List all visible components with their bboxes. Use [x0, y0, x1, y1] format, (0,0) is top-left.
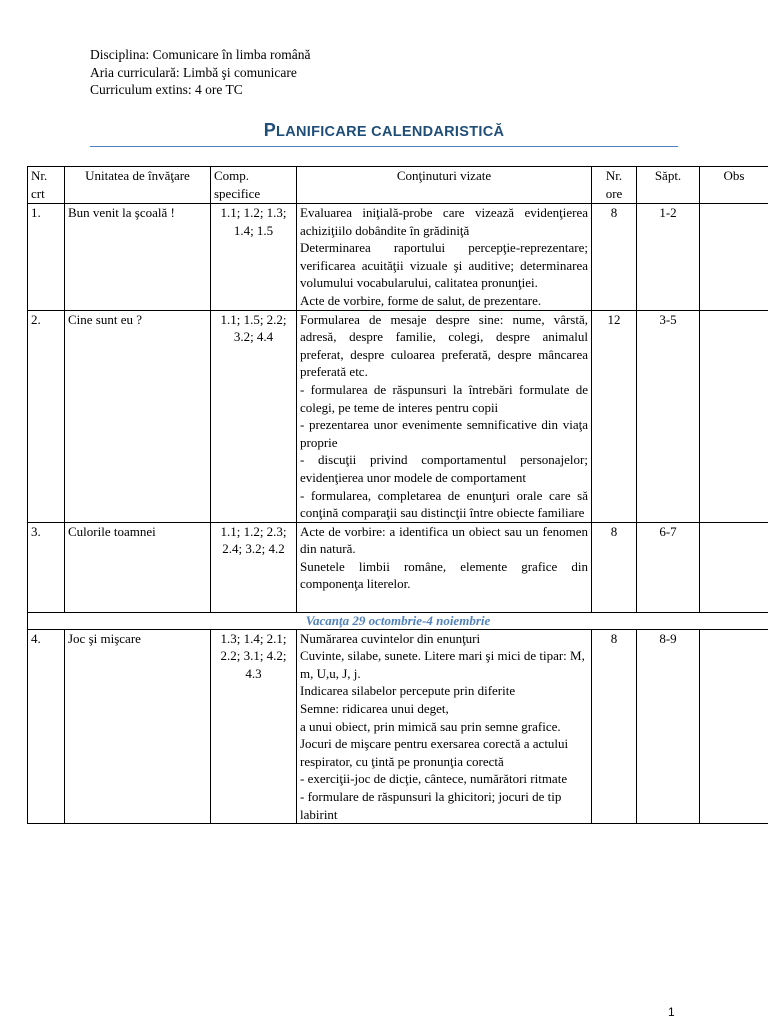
header-unit: Unitatea de învăţare	[65, 167, 211, 204]
vacation-row	[28, 612, 768, 629]
row-week: 3-5	[637, 310, 700, 522]
row-unit: Bun venit la şcoală !	[65, 204, 211, 311]
row-nr: 3.	[28, 522, 65, 612]
document-header	[90, 46, 310, 99]
curricular-area-line: Aria curriculară: Limbă şi comunicare	[90, 64, 297, 80]
row-content: Evaluarea iniţială-probe care vizează evidenţierea achiziţiilo dobândite în grădiniţă Determinarea raportului percepţie-reprezentare; verificarea acuităţii vizuale şi auditive; determinarea volumului vocabularului, calitatea pronunţiei. Acte de vorbire, forme de salut, de prezentare.	[297, 204, 592, 311]
discipline-line: Disciplina: Comunicare în limba română	[90, 47, 311, 62]
row-week: 8-9	[637, 629, 700, 824]
page-number: 1	[668, 1005, 675, 1019]
row-hours: 12	[592, 310, 637, 522]
row-unit: Joc şi mişcare	[65, 629, 211, 824]
row-unit: Cine sunt eu ?	[65, 310, 211, 522]
row-nr: 1.	[28, 204, 65, 311]
table-row	[28, 629, 768, 824]
header-obs: Obs	[700, 167, 768, 204]
row-competences: 1.3; 1.4; 2.1; 2.2; 3.1; 4.2; 4.3	[211, 629, 297, 824]
row-obs	[700, 629, 768, 824]
table-header-row	[28, 167, 768, 204]
row-content: Numărarea cuvintelor din enunţuri Cuvinte, silabe, sunete. Litere mari şi mici de tipar: M, m, U,u, J, j. Indicarea silabelor percepute prin diferite Semne: ridicarea unui deget, a unui obiect, prin mimică sau prin semne grafice. Jocuri de mişcare pentru exersarea corectă a actului respirator, cu ţintă pe pronunţia corectă - exerciţii-joc de dicţie, cântece, numărători ritmate - formulare de răspunsuri la ghicitori; jocuri de tip labirint	[297, 629, 592, 824]
row-competences: 1.1; 1.5; 2.2; 3.2; 4.4	[211, 310, 297, 522]
row-obs	[700, 522, 768, 612]
row-week: 6-7	[637, 522, 700, 612]
title-rest: LANIFICARE CALENDARISTICĂ	[276, 124, 505, 140]
row-competences: 1.1; 1.2; 1.3; 1.4; 1.5	[211, 204, 297, 311]
vacation-label: Vacanţa 29 octombrie-4 noiembrie	[28, 612, 768, 629]
title-underline	[90, 146, 678, 147]
row-nr: 4.	[28, 629, 65, 824]
header-nr-crt: Nr. crt	[28, 167, 65, 204]
table-row	[28, 522, 768, 612]
planning-table	[27, 166, 768, 824]
header-competences: Comp. specifice	[211, 167, 297, 204]
table-row	[28, 204, 768, 311]
row-hours: 8	[592, 522, 637, 612]
row-obs	[700, 310, 768, 522]
header-content: Conţinuturi vizate	[297, 167, 592, 204]
title-initial: P	[263, 120, 277, 140]
row-obs	[700, 204, 768, 311]
table-row	[28, 310, 768, 522]
header-week: Săpt.	[637, 167, 700, 204]
header-hours: Nr. ore	[592, 167, 637, 204]
row-content: Formularea de mesaje despre sine: nume, vârstă, adresă, despre familie, colegi, despre animalul preferat, despre culoarea preferată, despre mâncarea preferată etc. - formularea de răspunsuri la întrebări formulate de colegi, pe teme de interes pentru copii - prezentarea unor evenimente semnificative din viaţa proprie - discuţii privind comportamentul personajelor; evidenţierea unor modele de comportament - formularea, completarea de enunţuri orale care să conţină comparaţii sau distincţii între obiecte familiare	[297, 310, 592, 522]
row-competences: 1.1; 1.2; 2.3; 2.4; 3.2; 4.2	[211, 522, 297, 612]
row-week: 1-2	[637, 204, 700, 311]
row-hours: 8	[592, 204, 637, 311]
row-unit: Culorile toamnei	[65, 522, 211, 612]
row-nr: 2.	[28, 310, 65, 522]
row-content: Acte de vorbire: a identifica un obiect sau un fenomen din natură. Sunetele limbii române, elemente grafice din componenţa literelor.	[297, 522, 592, 612]
row-hours: 8	[592, 629, 637, 824]
document-title	[0, 120, 768, 141]
curriculum-line: Curriculum extins: 4 ore TC	[90, 82, 243, 97]
